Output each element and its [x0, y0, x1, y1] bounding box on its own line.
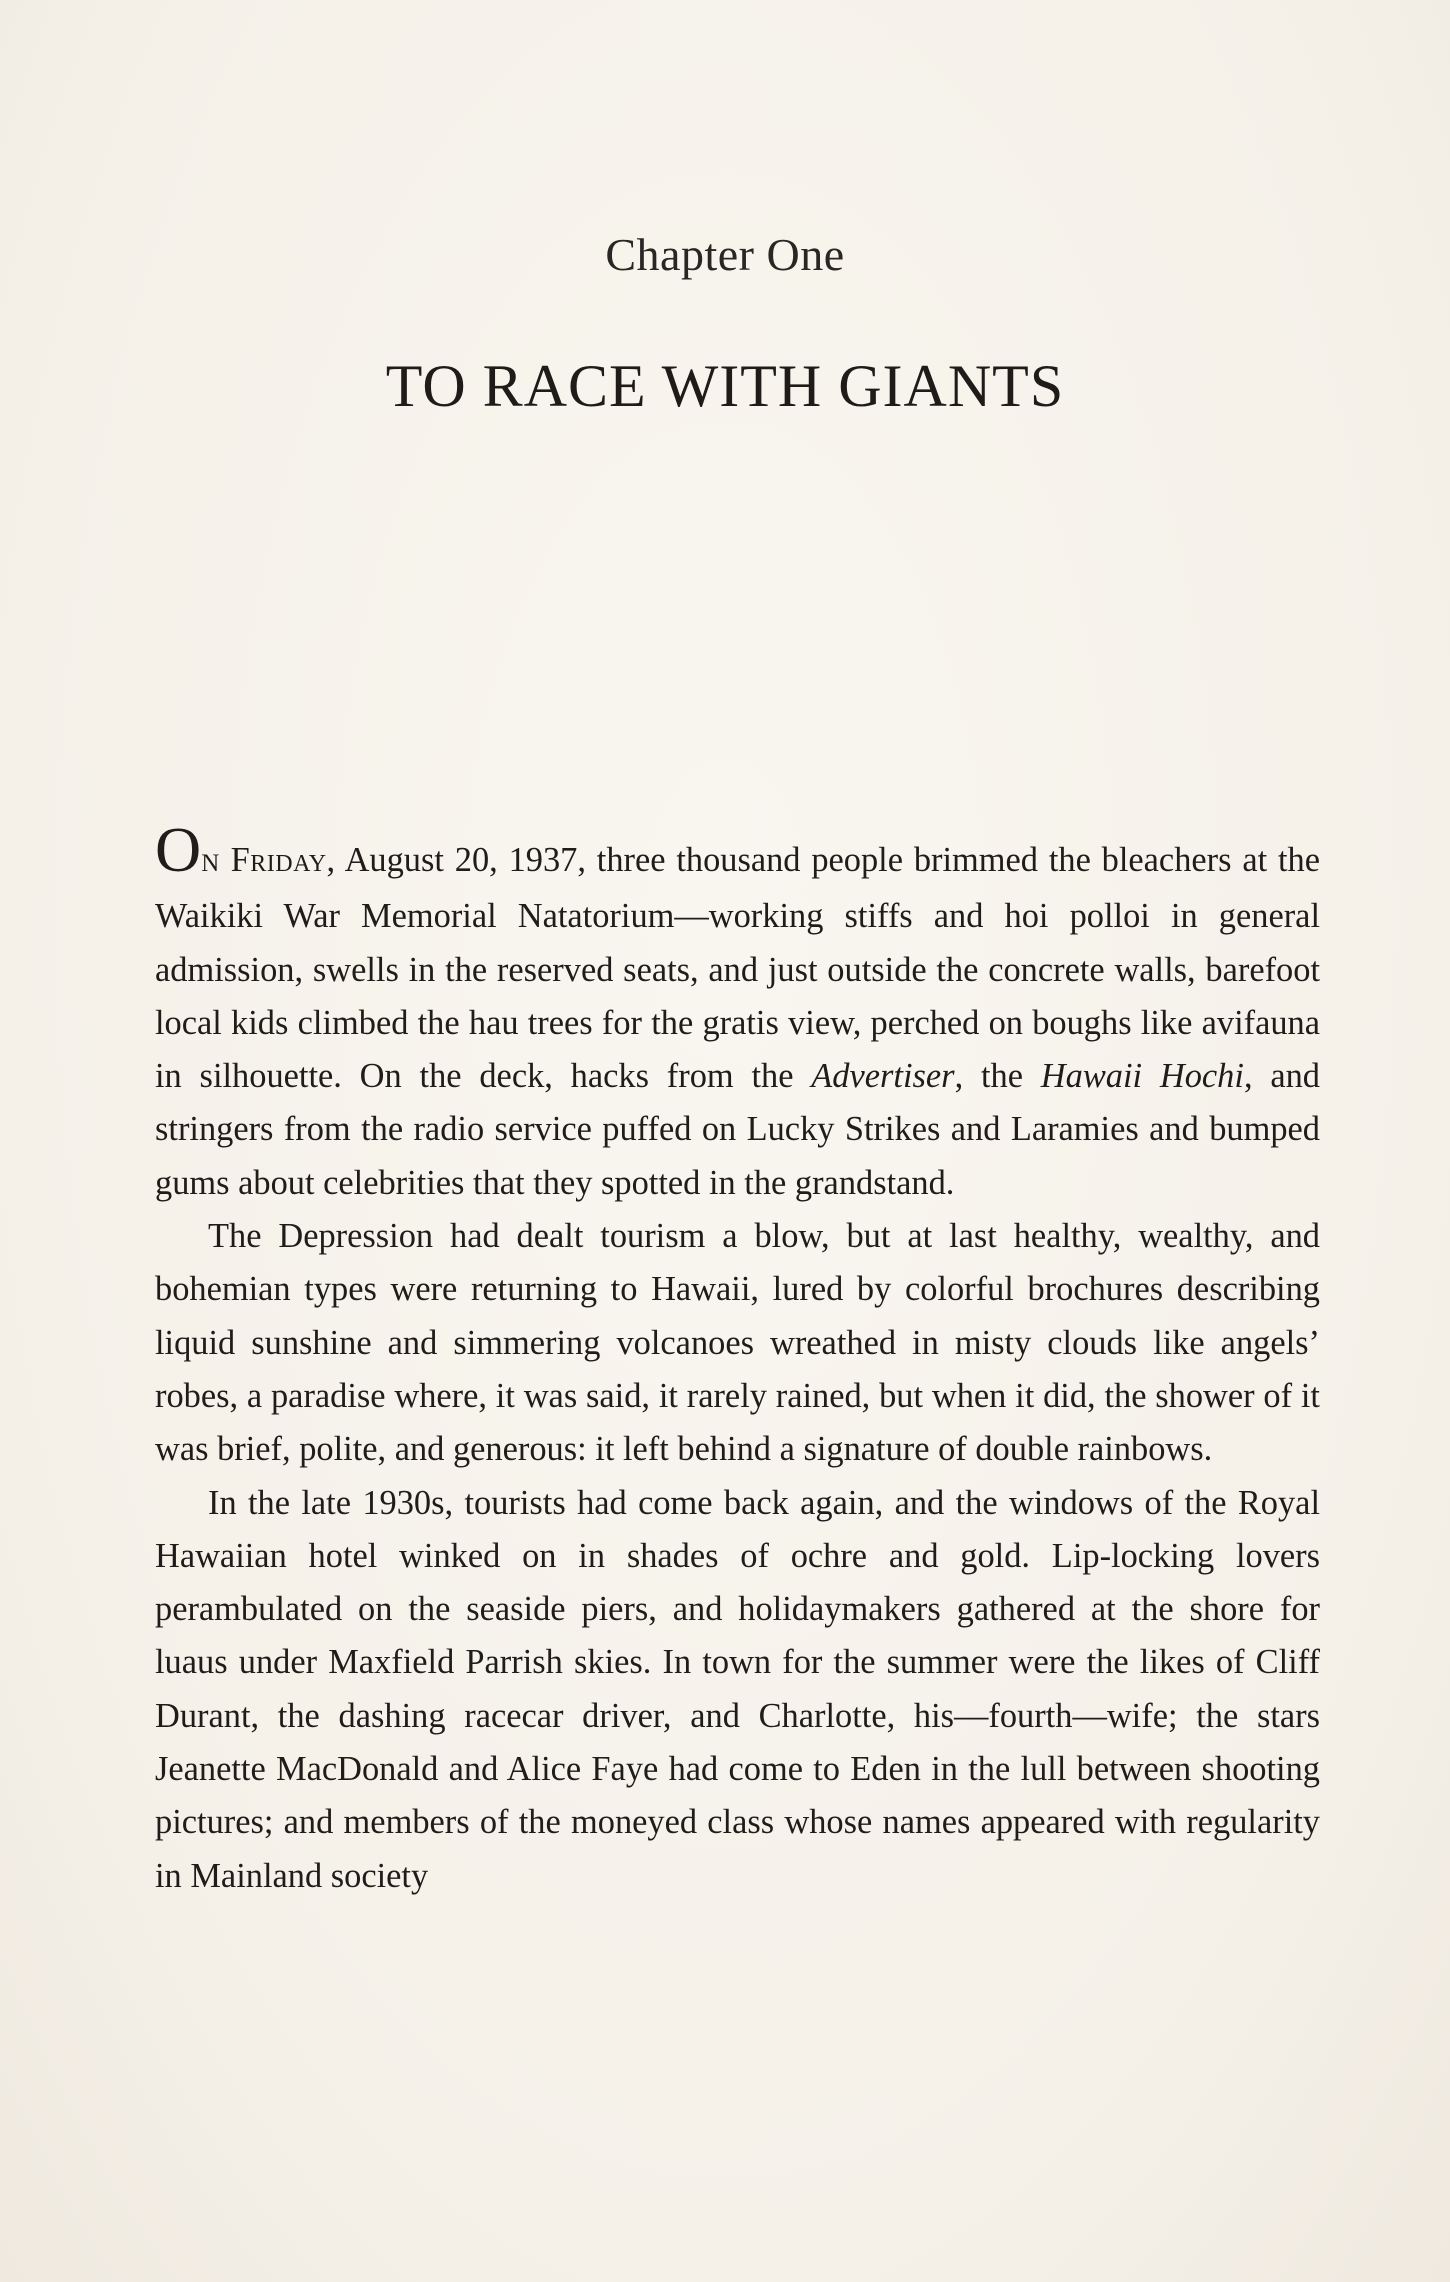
first-word-rest: N [201, 850, 220, 877]
paragraph-2: The Depression had dealt tourism a blow, but at last healthy, wealthy, and bohemian types were returning to Hawaii, lured by colorful brochures describing liquid sunshine and simmering volcanoes wreathed in misty clouds like angels’ robes, a paradise where, it was said, it rarely rained, but when it did, the shower of it was brief, polite, and generous: it left behind a signature of double rainbows. [155, 1217, 1320, 1469]
paragraph-1-text-b: , the [954, 1057, 1041, 1096]
italic-hawaii-hochi: Hawaii Hochi [1040, 1057, 1244, 1096]
chapter-label: Chapter One [605, 229, 845, 280]
drop-cap: O [155, 814, 202, 885]
paragraph-1 [155, 814, 1321, 1210]
paragraph-1-text-c: , and stringers from the radio service puffed on Lucky Strikes and Laramies and bumped gums about celebrities that they spotted in the grandstand. [155, 1057, 1321, 1202]
chapter-title: TO RACE WITH GIANTS [385, 353, 1065, 419]
paragraph-1-text-a: August 20, 1937, three thousand people brimmed the bleachers at the Waikiki War Memorial Natatorium—working stiffs and hoi polloi in general admission, swells in the reserved seats, and just outside the concrete walls, barefoot local kids climbed the hau trees for the gratis view, perched on boughs like avifauna in silhouette. On the deck, hacks from the [155, 841, 1320, 1096]
paragraph-3: In the late 1930s, tourists had come back again, and the windows of the Royal Hawaiian hotel winked on in shades of ochre and gold. Lip-locking lovers perambulated on the seaside piers, and holidaymakers gathered at the shore for luaus under Maxfield Parrish skies. In town for the summer were the likes of Cliff Durant, the dashing racecar driver, and Charlotte, his—fourth—wife; the stars Jeanette MacDonald and Alice Faye had come to Eden in the lull between shooting pictures; and members of the moneyed class whose names appeared with regularity in Mainland society [155, 1483, 1320, 1895]
second-word: Friday, [230, 841, 336, 879]
body-text [155, 814, 1321, 1903]
italic-advertiser: Advertiser [811, 1057, 955, 1096]
